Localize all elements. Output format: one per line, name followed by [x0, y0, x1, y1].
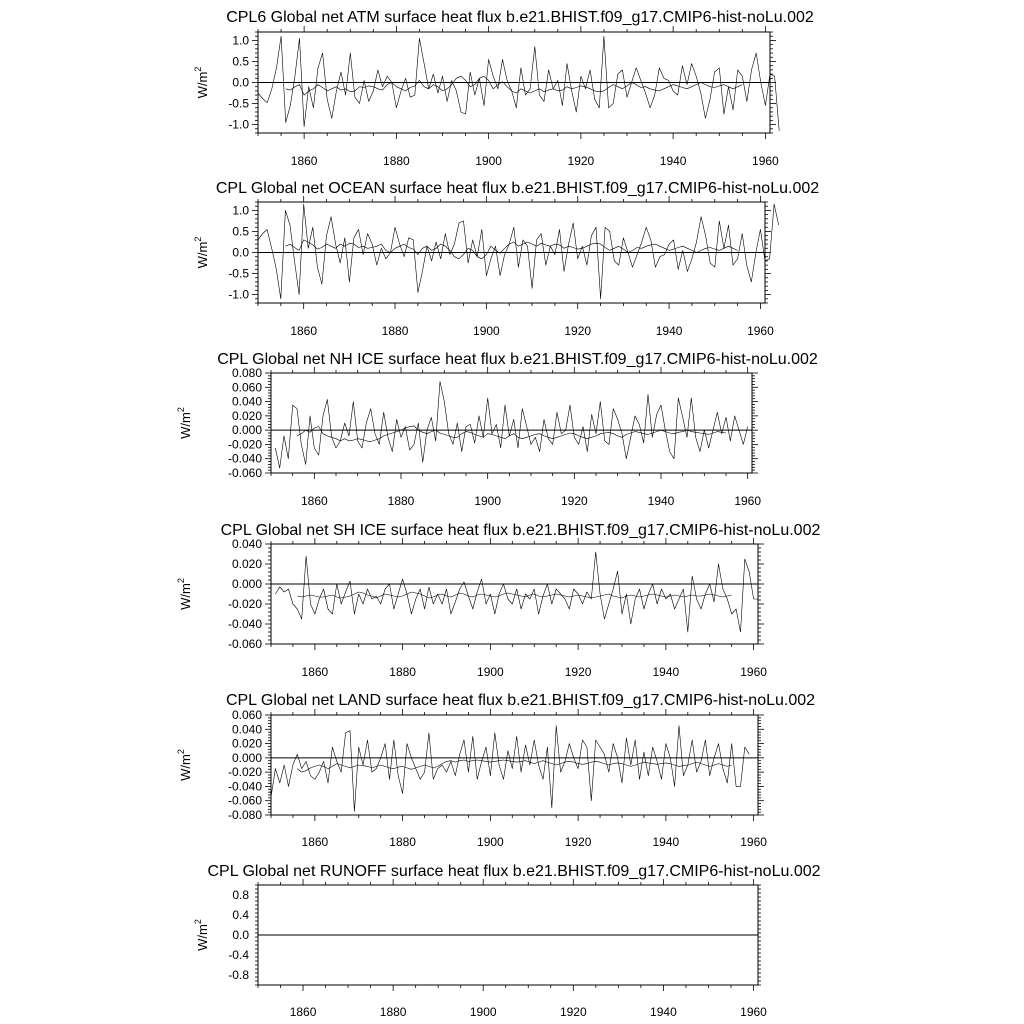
ytick-label: -0.020	[227, 597, 262, 611]
chart-panel	[193, 9, 814, 168]
y-axis-label-unit: W/m	[178, 583, 193, 610]
ytick-label: 0.080	[231, 366, 262, 380]
xtick-label: 1880	[389, 665, 416, 679]
chart-title: CPL Global net SH ICE surface heat flux b.e21.BHIST.f09_g17.CMIP6-hist-noLu.002	[220, 522, 821, 539]
y-axis-label-unit: W/m	[195, 71, 210, 99]
ytick-label: 0.040	[231, 394, 262, 409]
y-axis-label-unit: W/m	[195, 924, 210, 951]
xtick-label: 1860	[301, 665, 329, 679]
xtick-label: 1880	[379, 1005, 407, 1019]
ytick-label: -0.4	[228, 948, 249, 962]
y-axis-label-unit: W/m	[195, 241, 210, 269]
ytick-label: -1.0	[228, 287, 249, 302]
ytick-label: 0.4	[232, 908, 249, 922]
chart-title: CPL Global net LAND surface heat flux b.e21.BHIST.f09_g17.CMIP6-hist-noLu.002	[225, 692, 816, 709]
series-line	[258, 36, 779, 131]
ytick-label: 0.000	[231, 423, 262, 438]
ytick-label: -0.020	[227, 437, 262, 452]
y-axis-label	[176, 578, 193, 610]
xtick-label: 1960	[740, 835, 767, 849]
xtick-label: 1940	[652, 665, 680, 679]
xtick-label: 1940	[652, 835, 680, 849]
ytick-label: 0.040	[231, 722, 262, 737]
ytick-label: 0.020	[231, 408, 262, 423]
y-axis-label-unit: W/m	[178, 412, 193, 439]
y-axis-label-superscript: 2	[193, 236, 203, 242]
chart-title: CPL Global net NH ICE surface heat flux b.e21.BHIST.f09_g17.CMIP6-hist-noLu.002	[217, 351, 818, 368]
plot-frame	[271, 715, 758, 815]
ytick-label: 0.0	[232, 245, 249, 260]
xtick-label: 1860	[290, 324, 318, 338]
y-axis-label-unit: W/m	[178, 754, 193, 781]
ytick-label: 0.060	[231, 708, 262, 722]
xtick-label: 1880	[381, 324, 409, 338]
xtick-label: 1880	[389, 835, 416, 849]
ytick-label: 0.5	[232, 54, 249, 69]
chart-panel	[176, 692, 815, 849]
xtick-label: 1920	[564, 665, 592, 679]
ytick-label: 0.0	[232, 928, 249, 942]
plot-frame	[271, 373, 752, 473]
ytick-label: -1.0	[228, 117, 249, 132]
xtick-label: 1860	[301, 835, 329, 849]
ytick-label: -0.5	[228, 266, 249, 281]
y-axis-label-superscript: 2	[193, 919, 203, 925]
y-axis-label-superscript: 2	[176, 578, 186, 584]
ytick-label: 0.5	[232, 224, 249, 239]
chart-title: CPL Global net OCEAN surface heat flux b.e21.BHIST.f09_g17.CMIP6-hist-noLu.002	[215, 180, 820, 197]
ytick-label: 0.060	[231, 380, 262, 395]
ytick-label: -0.040	[227, 617, 262, 631]
xtick-label: 1940	[659, 154, 687, 168]
xtick-label: 1920	[564, 324, 592, 338]
y-axis-label	[193, 919, 210, 951]
ytick-label: -0.080	[227, 808, 262, 822]
y-axis-label-superscript: 2	[176, 407, 186, 413]
ytick-label: -0.040	[227, 779, 262, 794]
y-axis-label	[176, 407, 193, 439]
xtick-label: 1920	[559, 1005, 587, 1019]
xtick-label: 1920	[564, 835, 592, 849]
xtick-label: 1900	[477, 665, 504, 679]
xtick-label: 1960	[752, 154, 779, 168]
xtick-label: 1900	[474, 494, 502, 508]
xtick-label: 1860	[289, 1005, 317, 1019]
y-axis-label	[176, 749, 193, 781]
xtick-label: 1900	[475, 154, 502, 168]
xtick-label: 1900	[469, 1005, 497, 1019]
series-line	[271, 726, 749, 812]
chart-panel	[193, 863, 821, 1019]
xtick-label: 1940	[650, 1005, 677, 1019]
y-axis-label	[193, 67, 210, 99]
ytick-label: 0.000	[231, 577, 262, 591]
chart-panel	[176, 522, 820, 679]
ytick-label: -0.060	[227, 793, 262, 808]
chart-panel	[176, 351, 818, 508]
ytick-label: -0.040	[227, 451, 262, 466]
xtick-label: 1960	[740, 1005, 767, 1019]
ytick-label: -0.8	[228, 968, 249, 982]
ytick-label: -0.5	[228, 96, 249, 111]
ytick-label: 1.0	[232, 203, 249, 218]
xtick-label: 1920	[560, 494, 588, 508]
xtick-label: 1960	[734, 494, 762, 508]
ytick-label: 0.040	[231, 537, 262, 551]
chart-panel	[193, 180, 819, 338]
series-line	[258, 204, 779, 299]
xtick-label: 1940	[647, 494, 675, 508]
xtick-label: 1960	[740, 665, 767, 679]
series-line	[275, 382, 747, 468]
ytick-label: 0.000	[231, 750, 262, 765]
xtick-label: 1900	[473, 324, 500, 338]
xtick-label: 1960	[747, 324, 774, 338]
series-line	[275, 552, 758, 632]
ytick-label: -0.060	[227, 637, 262, 651]
plot-frame	[271, 544, 758, 644]
ytick-label: 0.020	[231, 736, 262, 751]
y-axis-label-superscript: 2	[176, 749, 186, 755]
ytick-label: -0.020	[227, 765, 262, 780]
ytick-label: 0.020	[231, 557, 262, 571]
xtick-label: 1880	[383, 154, 410, 168]
xtick-label: 1880	[387, 494, 415, 508]
y-axis-label	[193, 237, 210, 269]
chart-title: CPL Global net RUNOFF surface heat flux b.e21.BHIST.f09_g17.CMIP6-hist-noLu.002	[207, 863, 821, 880]
ytick-label: 1.0	[232, 33, 249, 48]
chart-title: CPL6 Global net ATM surface heat flux b.e21.BHIST.f09_g17.CMIP6-hist-noLu.002	[226, 9, 814, 26]
xtick-label: 1920	[567, 154, 595, 168]
y-axis-label-superscript: 2	[193, 66, 203, 72]
xtick-label: 1900	[477, 835, 504, 849]
ytick-label: -0.060	[227, 466, 262, 480]
xtick-label: 1860	[300, 494, 328, 508]
ytick-label: 0.0	[232, 75, 249, 90]
xtick-label: 1940	[655, 324, 683, 338]
ytick-label: 0.8	[232, 888, 249, 902]
xtick-label: 1860	[290, 154, 318, 168]
